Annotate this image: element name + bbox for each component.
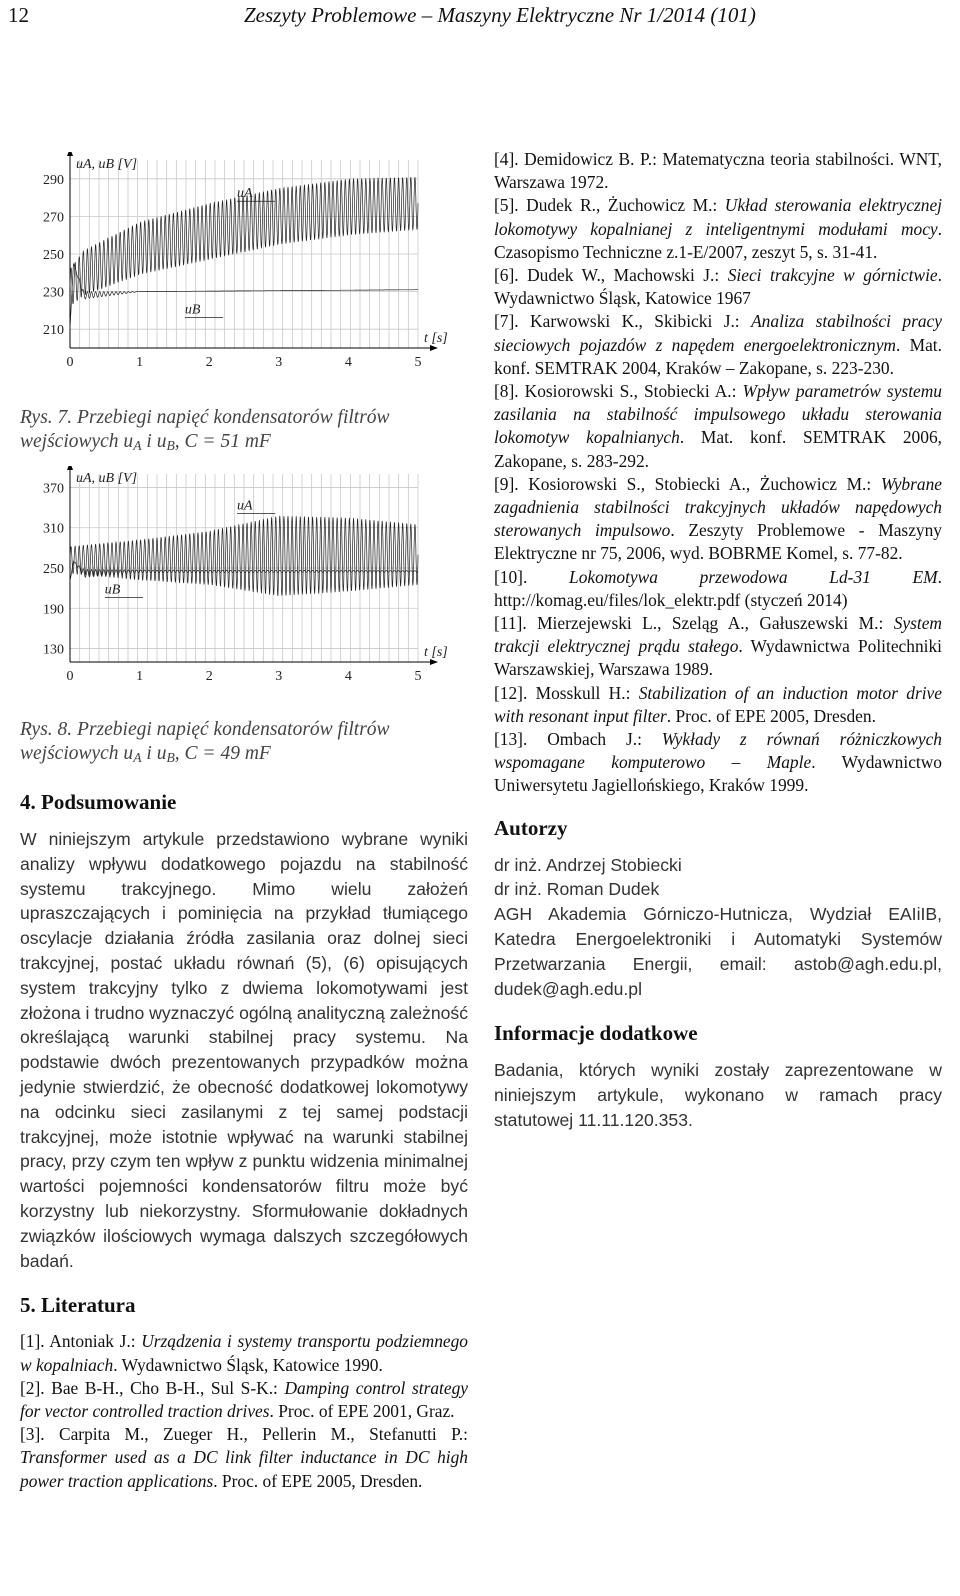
x-tick-label: 4 xyxy=(344,669,352,684)
x-tick-label: 5 xyxy=(414,355,422,370)
x-tick-label: 2 xyxy=(205,669,213,684)
reference-item: [6]. Dudek W., Machowski J.: Sieci trakcyjne w górnictwie. Wydawnictwo Śląsk, Katowice 1967 xyxy=(494,265,942,309)
reference-item: [3]. Carpita M., Zueger H., Pellerin M., Stefanutti P.: Transformer used as a DC link filter inductance in DC high power traction applications. Proc. of EPE 2005, Dresden. xyxy=(20,1424,468,1491)
references-left xyxy=(20,1330,468,1492)
y-tick-label: 270 xyxy=(43,210,64,226)
y-axis-arrow xyxy=(67,466,73,470)
series-label: uA xyxy=(237,186,253,202)
page-number: 12 xyxy=(8,3,29,27)
figure-7-chart xyxy=(20,152,470,387)
x-tick-label: 3 xyxy=(275,355,283,370)
y-axis-arrow xyxy=(67,152,73,156)
y-axis-label: uA, uB [V] xyxy=(76,471,138,486)
x-tick-label: 1 xyxy=(136,669,144,684)
x-axis-label: t [s] xyxy=(424,331,448,346)
reference-item: [13]. Ombach J.: Wykłady z równań różniczkowych wspomagane komputerowo – Maple. Wydawnictwo Uniwersytetu Jagiellońskiego, Kraków 1999. xyxy=(494,729,942,796)
y-tick-label: 230 xyxy=(43,285,64,301)
page-header xyxy=(0,0,960,40)
author-name: dr inż. Roman Dudek xyxy=(494,879,660,900)
reference-item: [7]. Karwowski K., Skibicki J.: Analiza stabilności pracy sieciowych pojazdów z napędem energoelektronicznym. Mat. konf. SEMTRAK 2004, Kraków – Zakopane, s. 223-230. xyxy=(494,311,942,378)
x-tick-label: 0 xyxy=(66,669,74,684)
reference-item: [1]. Antoniak J.: Urządzenia i systemy transportu podziemnego w kopalniach. Wydawnictwo Śląsk, Katowice 1990. xyxy=(20,1331,468,1375)
x-tick-label: 1 xyxy=(136,355,144,370)
info-title: Informacje dodatkowe xyxy=(494,1021,698,1046)
y-tick-label: 250 xyxy=(43,562,64,577)
series-label: uB xyxy=(104,582,121,598)
reference-item: [4]. Demidowicz B. P.: Matematyczna teoria stabilności. WNT, Warszawa 1972. xyxy=(494,149,942,193)
reference-item: [10]. Lokomotywa przewodowa Ld-31 EM. http://komag.eu/files/lok_elektr.pdf (styczeń 2014) xyxy=(494,566,943,610)
caption-line: wejściowych $u_A$ i $u_B$, C = 49 mF xyxy=(20,742,271,765)
author-name: dr inż. Andrzej Stobiecki xyxy=(494,854,682,875)
x-tick-label: 2 xyxy=(205,355,213,370)
figure-8-caption xyxy=(20,718,470,769)
y-tick-label: 310 xyxy=(43,521,64,537)
reference-item: [9]. Kosiorowski S., Stobiecki A., Żuchowicz M.: Wybrane zagadnienia stabilności trakcyjnych układów napędowych sterowanych impulsowo. Zeszyty Problemowe - Maszyny Elektryczne nr 75, 2006, wyd. BOBRME Komel, s. 77-82. xyxy=(494,473,942,564)
caption-line: wejściowych $u_A$ i $u_B$, C = 51 mF xyxy=(20,430,271,453)
caption-line: Rys. 7. Przebiegi napięć kondensatorów filtrów xyxy=(20,407,390,428)
caption-line: Rys. 8. Przebiegi napięć kondensatorów filtrów xyxy=(20,719,390,740)
references-right xyxy=(494,148,942,798)
y-tick-label: 210 xyxy=(43,323,64,339)
y-tick-label: 250 xyxy=(43,248,64,263)
y-tick-label: 370 xyxy=(43,481,64,497)
x-tick-label: 4 xyxy=(344,355,352,370)
authors-title: Autorzy xyxy=(494,815,568,840)
reference-item: [5]. Dudek R., Żuchowicz M.: Układ sterowania elektrycznej lokomotywy kopalnianej z inteligentnymi modułami mocy. Czasopismo Techniczne z.1-E/2007, zeszyt 5, s. 31-41. xyxy=(494,195,943,262)
section-5-title: 5. Literatura xyxy=(20,1293,136,1318)
series-label: uA xyxy=(237,498,253,514)
figure-7-caption xyxy=(20,406,470,457)
x-axis-label: t [s] xyxy=(424,645,448,660)
x-tick-label: 0 xyxy=(66,355,74,370)
y-axis-label: uA, uB [V] xyxy=(76,157,138,172)
info-text: Badania, których wyniki zostały zaprezentowane w niniejszym artykule, wykonano w ramach pracy statutowej 11.11.120.353. xyxy=(494,1060,942,1131)
reference-item: [11]. Mierzejewski L., Szeląg A., Gałuszewski M.: System trakcji elektrycznej prądu stałego. Wydawnictwa Politechniki Warszawskiej, Warszawa 1989. xyxy=(494,613,943,680)
x-tick-label: 5 xyxy=(414,669,422,684)
reference-item: [12]. Mosskull H.: Stabilization of an induction motor drive with resonant input filter. Proc. of EPE 2005, Dresden. xyxy=(494,682,942,726)
y-tick-label: 190 xyxy=(43,602,64,618)
author-affiliation: AGH Akademia Górniczo-Hutnicza, Wydział EAIiIB, Katedra Energoelektroniki i Automatyki Systemów Przetwarzania Energii, email: astob@agh.edu.pl, dudek@agh.edu.pl xyxy=(494,904,942,999)
series-label: uB xyxy=(184,302,201,318)
section-4-title: 4. Podsumowanie xyxy=(20,790,177,814)
journal-title: Zeszyty Problemowe – Maszyny Elektryczne Nr 1/2014 (101) xyxy=(244,3,756,27)
section-4-text: W niniejszym artykule przedstawiono wybrane wyniki analizy wpływu dodatkowego pojazdu na stabilność systemu trakcyjnego. Mimo wielu założeń upraszczających i pominięcia na przykład tłumiącego oscylacje działania źródła zasilania oraz dolnej sieci trakcyjnej, postać układu równań (5), (6) opisujących system trakcyjny tylko z dwiema lokomotywami jest złożona i trudno wyznaczyć ogólną analityczną zależność określającą warunki stabilnej pracy systemu. Na podstawie dwóch prezentowanych przypadków można jedynie stwierdzić, że obecność dodatkowej lokomotywy na odcinku sieci zasilanymi z tej samej podstacji trakcyjnej, może istotnie wpływać na warunki stabilnej pracy, przy czym ten wpływ z punktu widzenia minimalnej wartości pojemności kondensatorów filtru może być korzystny lub niekorzystny. Sformułowanie dokładnych związków ilościowych wymaga dalszych szczegółowych badań. xyxy=(20,829,468,1271)
figure-8-chart xyxy=(20,466,470,706)
reference-item: [8]. Kosiorowski S., Stobiecki A.: Wpływ parametrów systemu zasilania na stabilność impulsowego układu sterowania lokomotyw kopalnianych. Mat. konf. SEMTRAK 2006, Zakopane, s. 283-292. xyxy=(494,381,942,471)
x-tick-label: 3 xyxy=(275,669,283,684)
y-tick-label: 130 xyxy=(43,642,64,658)
reference-item: [2]. Bae B-H., Cho B-H., Sul S-K.: Damping control strategy for vector controlled traction drives. Proc. of EPE 2001, Graz. xyxy=(20,1377,468,1421)
y-tick-label: 290 xyxy=(43,172,64,188)
